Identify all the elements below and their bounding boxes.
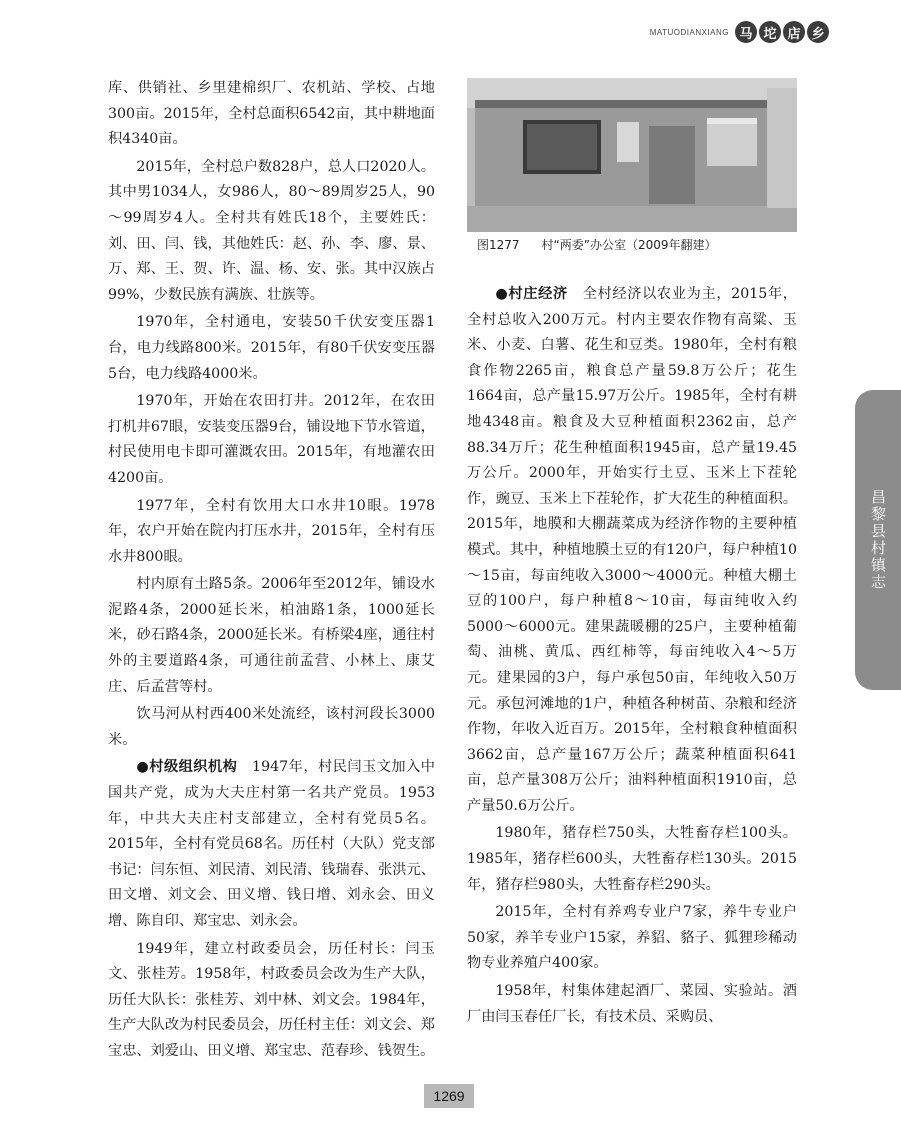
section-heading-organization: ●村级组织机构 xyxy=(136,759,238,776)
paragraph-text: 全村经济以农业为主，2015年，全村总收入200万元。村内主要农作物有高粱、玉米、小麦、白薯、花生和豆类。1980年，全村有粮食作物2265亩，粮食总产量59.8万公斤；花生1664亩，总产量15.97万公斤。1985年，全村有耕地4348亩。粮食及大豆种植面积2362亩，总产88.34万斤；花生种植面积1945亩，总产量19.45万公斤。2000年，开始实行土豆、玉米上下茬轮作，豌豆、玉米上下茬轮作，扩大花生的种植面积。2015年，地膜和大棚蔬菜成为经济作物的主要种植模式。其中，种植地膜土豆的有120户，每户种植10～15亩，每亩纯收入3000～4000元。种植大棚土豆的100户，每户种植8～10亩，每亩纯收入约5000～6000元。建果蔬暖棚的25户，主要种植葡萄、油桃、黄瓜、西红柿等，每亩纯收入4～5万元。建果园的3户，每户承包50亩，年纯收入50万元。承包河滩地的1户，种植各种树苗、杂粮和经济作物，年收入近百万。2015年，全村粮食种植面积3662亩，总产量167万公斤；蔬菜种植面积641亩，总产量308万公斤；油料种植面积1910亩，总产量50.6万公斤。 xyxy=(467,286,797,814)
paragraph: 库、供销社、乡里建棉织厂、农机站、学校、占地300亩。2015年，全村总面积6542亩，其中耕地面积4340亩。 xyxy=(108,80,435,148)
page-number: 1269 xyxy=(424,1084,474,1108)
left-column xyxy=(108,76,435,1065)
caption-text: 村“两委”办公室（2009年翻建） xyxy=(541,238,717,252)
paragraph: 村内原有土路5条。2006年至2012年，铺设水泥路4条，2000延长米，柏油路1条，1000延长米，砂石路4条，2000延长米。有桥梁4座，通往村外的主要道路4条，可通往前孟营、小林上、康艾庄、后孟营等村。 xyxy=(108,576,435,695)
side-tab xyxy=(855,390,901,690)
paragraph: 1970年，开始在农田打井。2012年，在农田打机井67眼，安装变压器9台，铺设地下节水管道，村民使用电卡即可灌溉农田。2015年，有地灌农田4200亩。 xyxy=(108,393,435,486)
header-char: 乡 xyxy=(807,21,829,43)
section-paragraph xyxy=(467,282,797,819)
office-photo xyxy=(467,78,797,232)
paragraph: 1949年，建立村政委员会，历任村长：闫玉文、张桂芳。1958年，村政委员会改为生产大队，历任大队长：张桂芳、刘中林、刘文会。1984年，生产大队改为村民委员会，历任村主任：刘文会、郑宝忠、刘爱山、田义增、郑宝忠、范春珍、钱贺生。 xyxy=(108,940,435,1059)
paragraph: 2015年，全村有养鸡专业户7家，养牛专业户50家，养羊专业户15家，养貂、貉子、狐狸珍稀动物专业养殖户400家。 xyxy=(467,904,797,972)
header-char: 马 xyxy=(735,21,757,43)
paragraph: 1970年，全村通电，安装50千伏安变压器1台，电力线路800米。2015年，有80千伏安变压器5台，电力线路4000米。 xyxy=(108,314,435,382)
paragraph: 1977年，全村有饮用大口水井10眼。1978年，农户开始在院内打压水井，2015年，全村有压水井800眼。 xyxy=(108,497,435,565)
side-tab-label: 昌黎县村镇志 xyxy=(869,489,887,591)
header-title xyxy=(735,21,829,43)
header-pinyin: MATUODIANXIANG xyxy=(649,27,729,37)
paragraph-text: 1947年，村民闫玉文加入中国共产党，成为大夫庄村第一名共产党员。1953年，中共大夫庄村支部建立，全村有党员5名。2015年，全村有党员68名。历任村（大队）党支部书记：闫东恒、刘民清、刘民清、钱瑞春、张洪元、田文增、刘文会、田义增、钱日增、刘永会、田义增、陈自印、郑宝忠、刘永会。 xyxy=(108,759,435,929)
page-header xyxy=(650,14,829,50)
header-char: 店 xyxy=(783,21,805,43)
paragraph: 1980年，猪存栏750头，大牲畜存栏100头。1985年，猪存栏600头，大牲畜存栏130头。2015年，猪存栏980头，大牲畜存栏290头。 xyxy=(467,825,797,893)
paragraph: 2015年，全村总户数828户，总人口2020人。其中男1034人，女986人，80～89周岁25人，90～99周岁4人。全村共有姓氏18个，主要姓氏：刘、田、闫、钱，其他姓氏：赵、孙、李、廖、景、万、郑、王、贺、许、温、杨、安、张。其中汉族占99%，少数民族有满族、壮族等。 xyxy=(108,158,435,303)
caption-number: 图1277 xyxy=(477,238,520,252)
right-column xyxy=(467,78,797,1030)
paragraph: 1958年，村集体建起酒厂、菜园、实验站。酒厂由闫玉春任厂长，有技术员、采购员、 xyxy=(467,983,797,1025)
photo-caption xyxy=(477,236,797,254)
paragraph: 饮马河从村西400米处流经，该村河段长3000米。 xyxy=(108,706,435,748)
section-paragraph xyxy=(108,755,435,934)
header-char: 坨 xyxy=(759,21,781,43)
section-heading-economy: ●村庄经济 xyxy=(495,286,568,302)
